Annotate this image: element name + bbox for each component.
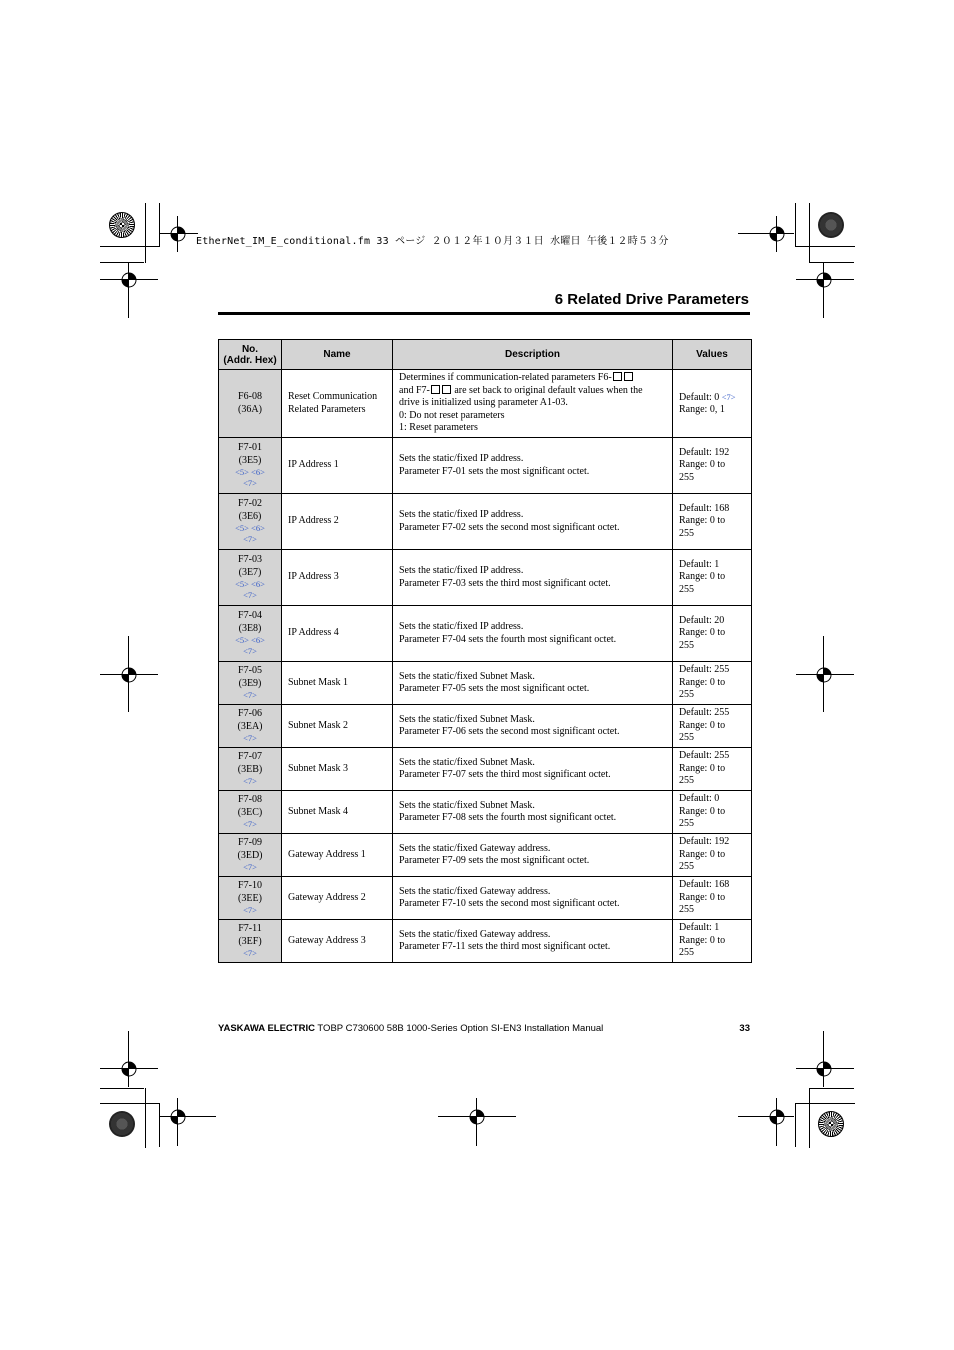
param-name-cell xyxy=(282,877,393,920)
param-number-cell xyxy=(219,705,282,748)
value-text: 255 xyxy=(679,947,694,959)
param-description-cell xyxy=(393,791,673,834)
description-text: Sets the static/fixed IP address. xyxy=(399,621,524,632)
description-text: Parameter F7-10 sets the second most significant octet. xyxy=(399,898,620,909)
placeholder-box-icon xyxy=(442,385,451,394)
value-text: Range: 0 to xyxy=(679,934,726,946)
param-number-cell xyxy=(219,834,282,877)
column-header-values: Values xyxy=(673,340,752,370)
value-text: Range: 0 to xyxy=(679,627,726,639)
table-header-row xyxy=(219,340,752,370)
param-description-cell xyxy=(393,662,673,705)
footnote-ref-link[interactable]: <5> <6> xyxy=(235,635,265,645)
footnote-ref-link[interactable]: <7> xyxy=(721,391,736,402)
param-address: (3EE) xyxy=(238,892,262,904)
column-header-name: Name xyxy=(282,340,393,370)
value-text: Default: 192 xyxy=(679,836,730,848)
param-description-cell xyxy=(393,877,673,920)
param-address: (36A) xyxy=(238,403,262,415)
param-name: Gateway Address 2 xyxy=(288,891,366,903)
param-description-cell xyxy=(393,494,673,550)
param-name-cell xyxy=(282,748,393,791)
value-text: 255 xyxy=(679,639,694,651)
footnote-ref-link[interactable]: <7> xyxy=(243,948,257,958)
param-code: F7-05 xyxy=(238,665,262,676)
value-text: 255 xyxy=(679,732,694,744)
param-code: F7-03 xyxy=(238,554,262,565)
param-number-cell xyxy=(219,791,282,834)
description-text: Parameter F7-07 sets the third most significant octet. xyxy=(399,769,611,780)
description-text: Parameter F7-05 sets the most significant octet. xyxy=(399,683,590,694)
param-name-cell xyxy=(282,438,393,494)
description-text: 1: Reset parameters xyxy=(399,422,478,434)
param-number-cell xyxy=(219,550,282,606)
description-text: Sets the static/fixed Gateway address. xyxy=(399,885,551,897)
param-code: F6-08 xyxy=(238,391,262,402)
param-name-cell xyxy=(282,834,393,877)
value-text: Range: 0 to xyxy=(679,848,726,860)
value-text: Range: 0 to xyxy=(679,459,726,471)
description-text: Parameter F7-06 sets the second most significant octet. xyxy=(399,726,620,737)
description-text: Sets the static/fixed IP address. xyxy=(399,509,524,520)
value-text: Range: 0 to xyxy=(679,676,726,688)
column-header-description: Description xyxy=(393,340,673,370)
crosshair-icon xyxy=(168,1107,188,1127)
param-code: F7-06 xyxy=(238,708,262,719)
param-address: (3ED) xyxy=(237,849,263,861)
value-text: Default: 255 xyxy=(679,707,730,719)
table-row xyxy=(219,494,752,550)
param-name: IP Address 1 xyxy=(288,459,339,471)
value-text: Default: 168 xyxy=(679,879,730,891)
placeholder-box-icon xyxy=(613,372,622,381)
param-code: F7-01 xyxy=(238,442,262,453)
footnote-ref-link[interactable]: <7> xyxy=(243,733,257,743)
footnote-ref-link[interactable]: <5> <6> xyxy=(235,467,265,477)
param-code: F7-07 xyxy=(238,751,262,762)
value-text: Range: 0 to xyxy=(679,805,726,817)
value-text: Default: 20 xyxy=(679,614,725,626)
description-text: drive is initialized using parameter A1-03. xyxy=(399,397,568,409)
description-text: Sets the static/fixed Gateway address. xyxy=(399,928,551,940)
description-text: Parameter F7-01 sets the most significant octet. xyxy=(399,465,590,477)
description-text: and F7- xyxy=(399,384,430,396)
value-text: Range: 0 to xyxy=(679,719,726,731)
footnote-ref-link[interactable]: <5> <6> xyxy=(235,523,265,533)
param-address: (3E6) xyxy=(238,510,262,522)
param-name-cell xyxy=(282,370,393,438)
value-text: 255 xyxy=(679,527,694,539)
description-text: Sets the static/fixed Subnet Mask. xyxy=(399,756,535,768)
crosshair-icon xyxy=(814,665,834,685)
description-text: Parameter F7-08 sets the fourth most significant octet. xyxy=(399,812,617,823)
param-description-cell xyxy=(393,920,673,963)
footer-brand: YASKAWA ELECTRIC xyxy=(218,1023,315,1034)
crosshair-icon xyxy=(119,1059,139,1079)
footnote-ref-link[interactable]: <7> xyxy=(243,862,257,872)
table-body xyxy=(219,370,752,963)
description-text: Parameter F7-09 sets the most significant octet. xyxy=(399,855,590,866)
crosshair-icon xyxy=(814,1059,834,1079)
value-text: Default: 255 xyxy=(679,750,730,762)
footnote-ref-link[interactable]: <7> xyxy=(243,534,257,544)
param-name: Gateway Address 1 xyxy=(288,848,366,860)
placeholder-box-icon xyxy=(431,385,440,394)
table-row xyxy=(219,550,752,606)
param-number-cell xyxy=(219,748,282,791)
param-name: Reset Communication xyxy=(288,391,378,402)
param-description-cell xyxy=(393,370,673,438)
description-text: Parameter F7-02 sets the second most significant octet. xyxy=(399,521,620,533)
column-header-no: No. (Addr. Hex) xyxy=(219,340,282,370)
param-name-cell xyxy=(282,705,393,748)
param-number-cell xyxy=(219,370,282,438)
value-text: Default: 1 xyxy=(679,922,720,934)
param-description-cell xyxy=(393,550,673,606)
param-code: F7-08 xyxy=(238,794,262,805)
table-row xyxy=(219,920,752,963)
footnote-ref-link[interactable]: <5> <6> xyxy=(235,579,265,589)
param-code: F7-02 xyxy=(238,498,262,509)
table-row xyxy=(219,662,752,705)
page-number: 33 xyxy=(739,1023,750,1034)
table-row xyxy=(219,606,752,662)
value-text: 255 xyxy=(679,904,694,916)
crosshair-icon xyxy=(467,1107,487,1127)
param-name: Subnet Mask 1 xyxy=(288,676,348,688)
value-text: Range: 0 to xyxy=(679,891,726,903)
table-row xyxy=(219,705,752,748)
footnote-ref-link[interactable]: <7> xyxy=(243,646,257,656)
param-values-cell xyxy=(673,550,752,606)
file-header: EtherNet_IM_E_conditional.fm 33 ページ ２０１２年１０月３１日 水曜日 午後１２時５３分 xyxy=(196,236,669,247)
title-rule xyxy=(218,312,750,315)
footnote-ref-link[interactable]: <7> xyxy=(243,690,257,700)
value-text: Default: 192 xyxy=(679,446,730,458)
value-text: 255 xyxy=(679,861,694,873)
description-text: Sets the static/fixed IP address. xyxy=(399,565,524,576)
footnote-ref-link[interactable]: <7> xyxy=(243,590,257,600)
param-address: (3E8) xyxy=(238,622,262,634)
description-text: Sets the static/fixed Subnet Mask. xyxy=(399,713,535,725)
table-row xyxy=(219,370,752,438)
value-text: Range: 0 to xyxy=(679,762,726,774)
param-values-cell xyxy=(673,920,752,963)
description-text: Parameter F7-04 sets the fourth most significant octet. xyxy=(399,633,617,645)
param-values-cell xyxy=(673,834,752,877)
footnote-ref-link[interactable]: <7> xyxy=(243,819,257,829)
param-number-cell xyxy=(219,920,282,963)
param-name: IP Address 3 xyxy=(288,571,339,583)
param-name: IP Address 4 xyxy=(288,627,339,639)
description-text: are set back to original default values when the xyxy=(451,384,643,396)
param-code: F7-11 xyxy=(238,923,262,934)
crosshair-icon xyxy=(119,665,139,685)
table-row xyxy=(219,834,752,877)
crosshair-icon xyxy=(168,224,188,244)
parameter-table xyxy=(218,339,752,963)
value-text: Default: 1 xyxy=(679,558,720,570)
registration-disc-icon xyxy=(109,1111,135,1137)
crosshair-icon xyxy=(767,224,787,244)
param-address: (3E5) xyxy=(238,454,262,466)
param-address: (3E7) xyxy=(238,566,262,578)
param-name: Subnet Mask 4 xyxy=(288,805,348,817)
param-name-cell xyxy=(282,550,393,606)
footnote-ref-link[interactable]: <7> xyxy=(243,905,257,915)
param-values-cell xyxy=(673,748,752,791)
table-row xyxy=(219,877,752,920)
registration-disc-icon xyxy=(818,1111,844,1137)
param-name-cell xyxy=(282,662,393,705)
param-number-cell xyxy=(219,438,282,494)
range-value: Range: 0, 1 xyxy=(679,404,725,415)
param-address: (3EC) xyxy=(237,806,263,818)
crosshair-icon xyxy=(767,1107,787,1127)
value-text: 255 xyxy=(679,775,694,787)
param-name: Subnet Mask 3 xyxy=(288,762,348,774)
param-name: Related Parameters xyxy=(288,403,366,415)
description-text: 0: Do not reset parameters xyxy=(399,409,505,421)
description-text: Sets the static/fixed Subnet Mask. xyxy=(399,799,535,811)
param-number-cell xyxy=(219,606,282,662)
param-values-cell xyxy=(673,606,752,662)
value-text: 255 xyxy=(679,818,694,830)
param-description-cell xyxy=(393,705,673,748)
footnote-ref-link[interactable]: <7> xyxy=(243,776,257,786)
param-code: F7-10 xyxy=(238,880,262,891)
value-text: 255 xyxy=(679,689,694,701)
description-text: Determines if communication-related parameters F6- xyxy=(399,372,612,384)
section-title: 6 Related Drive Parameters xyxy=(554,291,749,308)
param-name-cell xyxy=(282,494,393,550)
param-description-cell xyxy=(393,834,673,877)
registration-disc-icon xyxy=(109,212,135,238)
table-row xyxy=(219,438,752,494)
crosshair-icon xyxy=(119,270,139,290)
footer-manual-title: TOBP C730600 58B 1000-Series Option SI-EN3 Installation Manual xyxy=(314,1023,604,1034)
param-description-cell xyxy=(393,748,673,791)
param-name: IP Address 2 xyxy=(288,515,339,527)
param-code: F7-09 xyxy=(238,837,262,848)
param-description-cell xyxy=(393,606,673,662)
param-name-cell xyxy=(282,606,393,662)
description-text: Parameter F7-03 sets the third most significant octet. xyxy=(399,577,611,589)
description-text: Sets the static/fixed Subnet Mask. xyxy=(399,670,535,682)
value-text: 255 xyxy=(679,583,694,595)
param-code: F7-04 xyxy=(238,610,262,621)
param-values-cell xyxy=(673,494,752,550)
default-value: Default: 0 xyxy=(679,391,720,403)
value-text: Default: 0 xyxy=(679,793,720,805)
value-text: Range: 0 to xyxy=(679,515,726,527)
crosshair-icon xyxy=(814,270,834,290)
value-text: Default: 255 xyxy=(679,664,730,676)
param-name-cell xyxy=(282,791,393,834)
param-values-cell xyxy=(673,705,752,748)
table-row xyxy=(219,791,752,834)
param-address: (3E9) xyxy=(238,677,262,689)
table-row xyxy=(219,748,752,791)
description-text: Sets the static/fixed IP address. xyxy=(399,453,524,464)
footnote-ref-link[interactable]: <7> xyxy=(243,478,257,488)
registration-disc-icon xyxy=(818,212,844,238)
param-number-cell xyxy=(219,494,282,550)
placeholder-box-icon xyxy=(624,372,633,381)
param-address: (3EA) xyxy=(237,720,263,732)
description-text: Parameter F7-11 sets the third most significant octet. xyxy=(399,941,611,952)
param-number-cell xyxy=(219,662,282,705)
param-name: Subnet Mask 2 xyxy=(288,719,348,731)
param-address: (3EF) xyxy=(238,935,262,947)
param-values-cell xyxy=(673,438,752,494)
param-values-cell xyxy=(673,370,752,438)
param-values-cell xyxy=(673,662,752,705)
param-name-cell xyxy=(282,920,393,963)
param-description-cell xyxy=(393,438,673,494)
value-text: Range: 0 to xyxy=(679,571,726,583)
param-number-cell xyxy=(219,877,282,920)
param-address: (3EB) xyxy=(237,763,263,775)
param-values-cell xyxy=(673,877,752,920)
description-text: Sets the static/fixed Gateway address. xyxy=(399,842,551,854)
value-text: Default: 168 xyxy=(679,502,730,514)
value-text: 255 xyxy=(679,471,694,483)
param-values-cell xyxy=(673,791,752,834)
param-name: Gateway Address 3 xyxy=(288,934,366,946)
page-footer xyxy=(218,1023,750,1034)
